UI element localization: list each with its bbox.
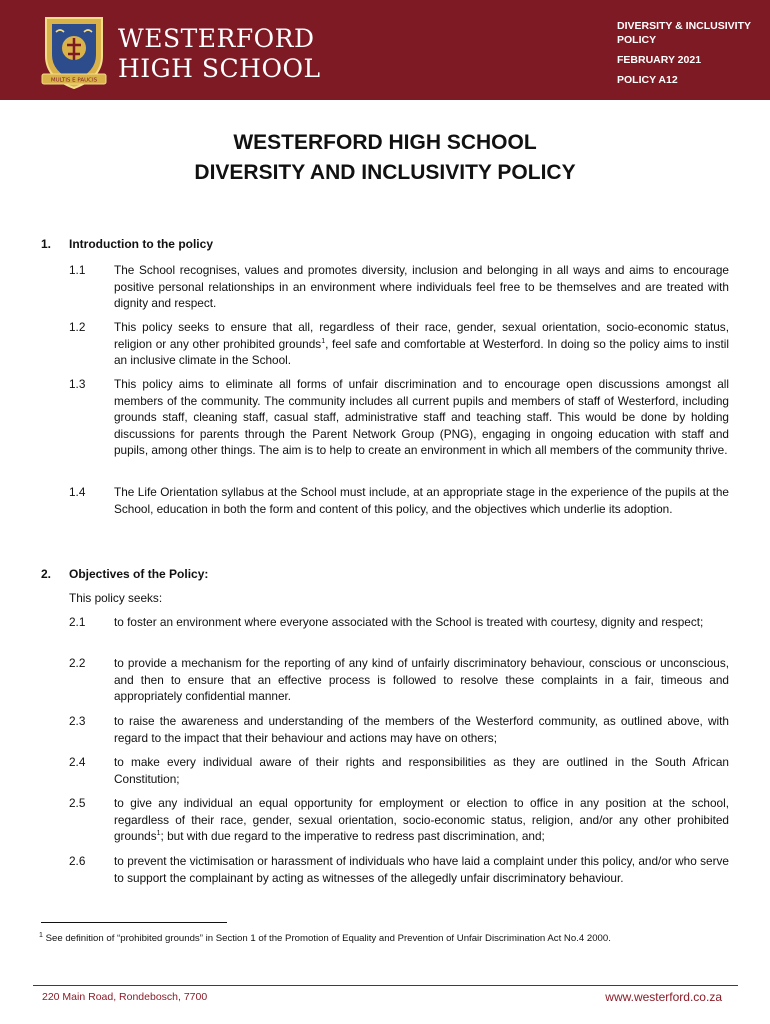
document-title: [0, 128, 770, 188]
footnote-ref[interactable]: 1: [321, 337, 326, 345]
list-item: [69, 614, 729, 631]
item-number: 2.3: [69, 714, 86, 728]
list-item: [69, 795, 729, 845]
list-item: [69, 262, 729, 312]
footnote-divider: [41, 922, 227, 923]
footnote-text: See definition of “prohibited grounds” in Section 1 of the Promotion of Equality and Prevention of Unfair Discrimination Act No.4 2000.: [45, 933, 611, 944]
item-number: 1.4: [69, 485, 86, 499]
item-number: 1.3: [69, 377, 86, 391]
footer-address: 220 Main Road, Rondebosch, 7700: [42, 991, 208, 1003]
item-text: to make every individual aware of their rights and responsibilities as they are outlined in the South African Constitution;: [114, 755, 729, 786]
item-number: 1.1: [69, 263, 86, 277]
header-banner: [0, 0, 770, 100]
school-name-line1: WESTERFORD: [118, 24, 315, 53]
item-number: 2.4: [69, 755, 86, 769]
school-crest-logo: [40, 12, 108, 92]
item-number: 2.1: [69, 615, 86, 629]
list-item: [69, 713, 729, 746]
item-text: to provide a mechanism for the reporting of any kind of unfairly discriminatory behaviour, conscious or unconscious, and then to ensure that an effective process is followed to resolve these complaints in a fair, timeous and appropriately confidential manner.: [114, 656, 729, 704]
crest-motto: MULTIS E PAUCIS: [50, 77, 98, 84]
list-item: [69, 484, 729, 517]
item-number: 2.2: [69, 656, 86, 670]
item-text: to foster an environment where everyone associated with the School is treated with courtesy, dignity and respect;: [114, 615, 704, 629]
item-text: This policy seeks to ensure that all, regardless of their race, gender, sexual orientation, socio-economic status, religion or any other prohibited grounds$^1$, feel safe and comfortable at Westerford. In doing so the policy aims to instil an inclusive climate in the School.: [114, 320, 729, 368]
policy-code: POLICY A12: [617, 74, 678, 86]
item-text: This policy aims to eliminate all forms of unfair discrimination and to encourage open discussions amongst all members of the community. The community includes all current pupils and members of staff of Westerford, including grounds staff, cleaning staff, casual staff, administrative staff and teaching staff. This would be done by holding discussions for parents through the Parent Network Group (PNG), engaging in ongoing education with staff and pupils, among other things. The aim is to help to create an environment in which all members of the community thrive.: [114, 377, 729, 458]
section-heading: [41, 236, 213, 252]
policy-date: FEBRUARY 2021: [617, 54, 702, 66]
list-item: [69, 655, 729, 705]
footnote: [39, 932, 611, 946]
footer-website-link[interactable]: www.westerford.co.za: [605, 990, 722, 1004]
item-text: The School recognises, values and promotes diversity, inclusion and belonging in all ways and aims to encourage positive personal relationships in an environment where individuals feel free to be themselves and are treated with dignity and respect.: [114, 263, 729, 311]
list-item: [69, 376, 729, 459]
footnote-marker: 1: [39, 931, 43, 939]
policy-name-line2: POLICY: [617, 34, 657, 46]
item-text: to prevent the victimisation or harassment of individuals who have laid a complaint under this policy, and/or who serve to support the complainant by acting as witnesses of the allegedly unfair discriminatory behaviour.: [114, 854, 729, 885]
section-number: 2.: [41, 567, 52, 581]
footnote-ref[interactable]: 1: [156, 830, 161, 838]
footer-divider: [33, 985, 738, 986]
list-item: [69, 853, 729, 886]
section-heading: [41, 566, 208, 582]
list-item: [69, 754, 729, 787]
item-number: 2.5: [69, 796, 86, 810]
section-title: Introduction to the policy: [69, 237, 213, 251]
item-number: 2.6: [69, 854, 86, 868]
school-name-line2: HIGH SCHOOL: [118, 54, 321, 83]
school-name: [118, 24, 321, 84]
item-text: to give any individual an equal opportunity for employment or election to office in any position at the school, regardless of their race, gender, sexual orientation, socio-economic status, religion, and/or any other prohibited grounds$^1$; but with due regard to the imperative to redress past discrimination, and;: [114, 796, 729, 844]
title-line1: WESTERFORD HIGH SCHOOL: [233, 131, 537, 154]
item-number: 1.2: [69, 320, 86, 334]
section-number: 1.: [41, 237, 52, 251]
list-item: [69, 319, 729, 369]
policy-name-line1: DIVERSITY & INCLUSIVITY: [617, 20, 751, 32]
policy-meta: [617, 19, 751, 93]
title-line2: DIVERSITY AND INCLUSIVITY POLICY: [194, 161, 576, 184]
item-text: The Life Orientation syllabus at the School must include, at an appropriate stage in the experience of the pupils at the School, education in both the form and content of this policy, and the objectives which underlie its adoption.: [114, 485, 729, 516]
section-intro: This policy seeks:: [69, 591, 163, 605]
item-text: to raise the awareness and understanding of the members of the Westerford community, as outlined above, with regard to the impact that their behaviour and actions may have on others;: [114, 714, 729, 745]
section-title: Objectives of the Policy:: [69, 567, 209, 581]
